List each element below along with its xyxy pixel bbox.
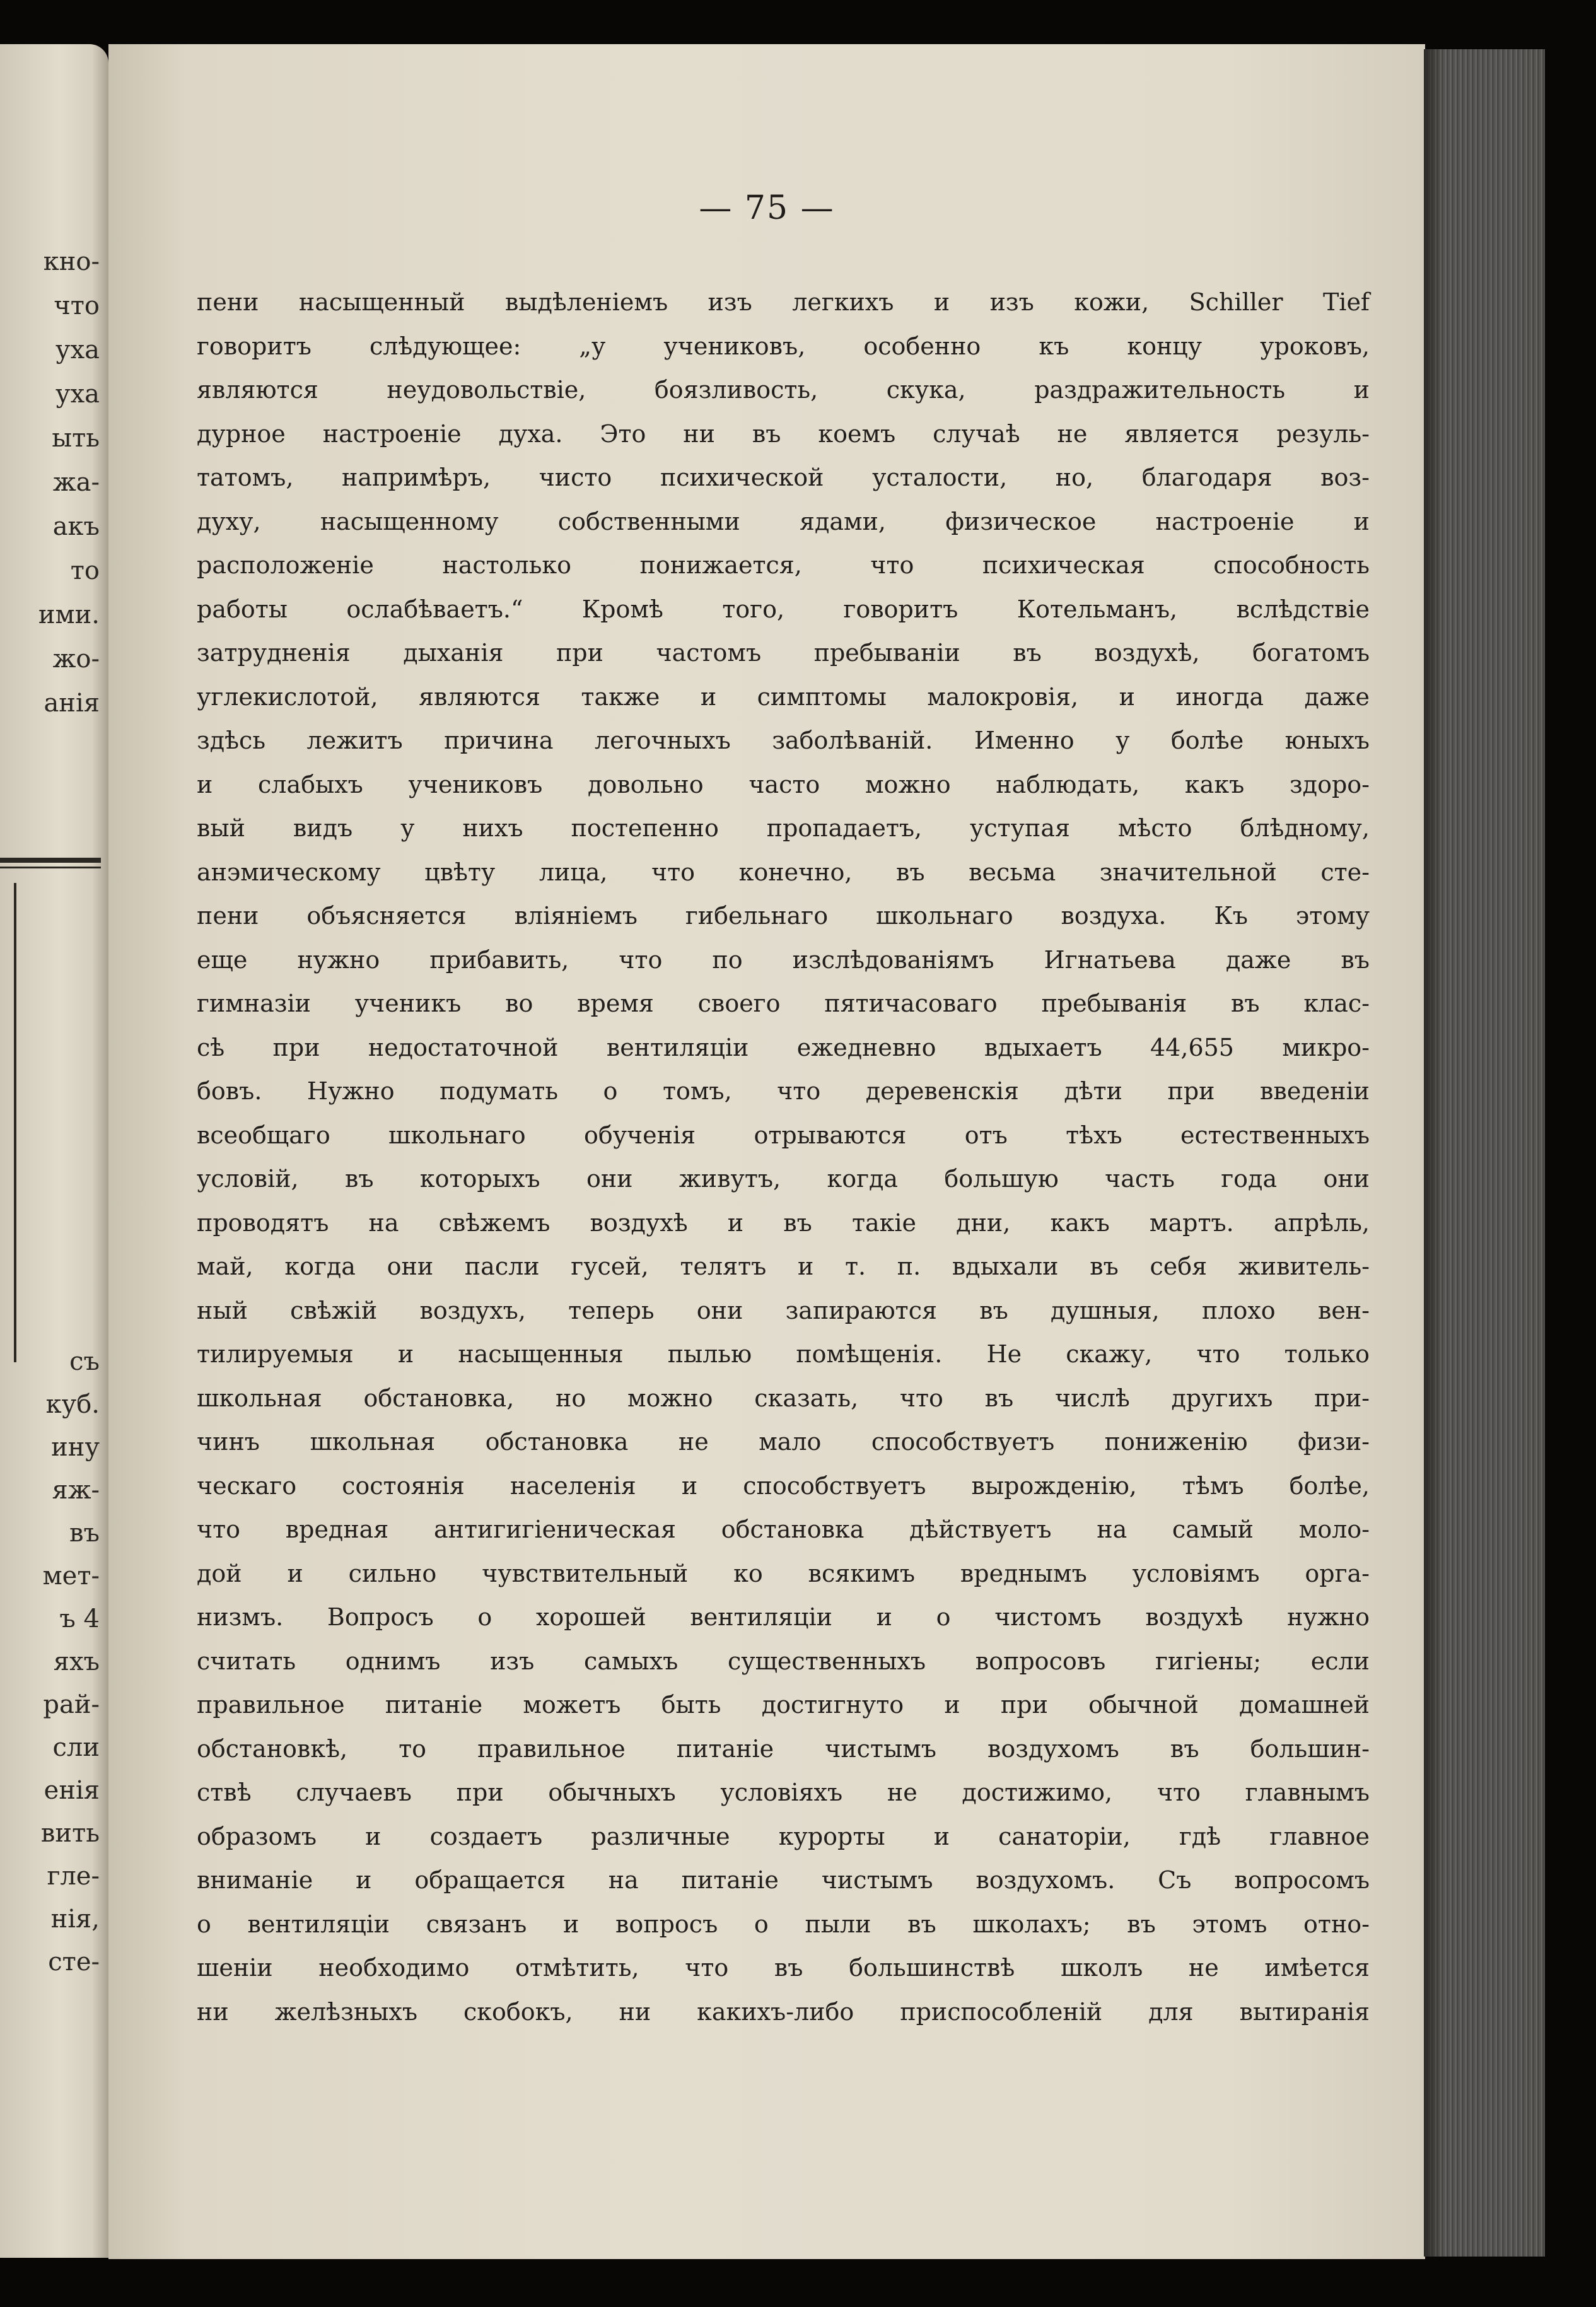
previous-page-fragment: въ [69, 1519, 100, 1548]
text-line: условій, въ которыхъ они живутъ, когда большую часть года они [197, 1165, 1370, 1193]
previous-page-fragment: что [54, 291, 100, 320]
text-line: ный свѣжій воздухъ, теперь они запираются въ душныя, плохо вен- [197, 1296, 1370, 1324]
previous-page-fragment: сли [52, 1733, 100, 1762]
text-line: здѣсь лежитъ причина легочныхъ заболѣваній. Именно у болѣе юныхъ [197, 727, 1370, 754]
text-line: углекислотой, являются также и симптомы малокровія, и иногда даже [197, 682, 1370, 711]
previous-page-fragment: нія, [50, 1905, 100, 1934]
text-line: май, когда они пасли гусей, телятъ и т. п. вдыхали въ себя живитель- [197, 1253, 1370, 1280]
text-line: гимназіи ученикъ во время своего пятичасоваго пребыванія въ клас- [197, 990, 1370, 1017]
previous-page-edge [0, 44, 108, 2258]
previous-page-fragment: уха [55, 336, 100, 365]
page [108, 44, 1425, 2259]
text-line: татомъ, напримѣръ, чисто психической усталости, но, благодаря воз- [197, 464, 1370, 491]
text-line: считать однимъ изъ самыхъ существенныхъ вопросовъ гигіены; если [197, 1647, 1370, 1675]
text-line: пени насыщенный выдѣленіемъ изъ легкихъ и изъ кожи, Schiller Tief [197, 288, 1370, 316]
previous-page-fragment: ъ 4 [59, 1604, 100, 1633]
previous-page-fragment: яхъ [53, 1647, 100, 1676]
previous-page-fragment: жа- [52, 468, 100, 497]
text-line: бовъ. Нужно подумать о томъ, что деревенскія дѣти при введеніи [197, 1077, 1370, 1105]
text-line: говоритъ слѣдующее: „у учениковъ, особенно къ концу уроковъ, [197, 332, 1370, 360]
previous-page-fragment: сте- [48, 1948, 100, 1977]
previous-page-rule [0, 858, 101, 863]
previous-page-fragment: съ [69, 1347, 100, 1376]
previous-page-fragment: куб. [45, 1390, 100, 1419]
text-line: обстановкѣ, то правильное питаніе чистымъ воздухомъ въ большин- [197, 1734, 1370, 1763]
text-line: ствѣ случаевъ при обычныхъ условіяхъ не достижимо, что главнымъ [197, 1778, 1370, 1806]
text-line: пени объясняется вліяніемъ гибельнаго школьнаго воздуха. Къ этому [197, 902, 1370, 930]
book-fore-edge-shadow [1424, 49, 1443, 2257]
previous-page-fragment: мет- [42, 1562, 100, 1591]
text-line: ческаго состоянія населенія и способствуетъ вырожденію, тѣмъ болѣе, [197, 1471, 1370, 1500]
text-line: проводятъ на свѣжемъ воздухѣ и въ такіе дни, какъ мартъ. апрѣль, [197, 1208, 1370, 1237]
text-line: расположеніе настолько понижается, что психическая способность [197, 551, 1370, 579]
text-line: всеобщаго школьнаго обученія отрываются отъ тѣхъ естественныхъ [197, 1121, 1370, 1149]
previous-page-rule-thin [0, 867, 101, 868]
text-line: о вентиляціи связанъ и вопросъ о пыли въ школахъ; въ этомъ отно- [197, 1910, 1370, 1938]
text-line: школьная обстановка, но можно сказать, что въ числѣ другихъ при- [197, 1384, 1370, 1412]
previous-page-fragment: вить [40, 1819, 100, 1848]
text-line: дурное настроеніе духа. Это ни въ коемъ случаѣ не является резуль- [197, 419, 1370, 448]
text-line: сѣ при недостаточной вентиляціи ежедневно вдыхаетъ 44,655 микро- [197, 1033, 1370, 1061]
page-body-text [197, 281, 1370, 2034]
previous-page-fragment: жо- [52, 645, 100, 674]
text-line: анэмическому цвѣту лица, что конечно, въ весьма значительной сте- [197, 858, 1370, 886]
previous-page-fragment: рай- [43, 1690, 100, 1719]
text-line: тилируемыя и насыщенныя пылью помѣщенія. Не скажу, что только [197, 1340, 1370, 1368]
text-line: чинъ школьная обстановка не мало способствуетъ пониженію физи- [197, 1428, 1370, 1456]
text-line: шеніи необходимо отмѣтить, что въ большинствѣ школъ не имѣется [197, 1954, 1370, 1982]
previous-page-fragment: уха [55, 380, 100, 409]
previous-page-fragment: яж- [52, 1476, 100, 1505]
text-line: еще нужно прибавить, что по изслѣдованіямъ Игнатьева даже въ [197, 945, 1370, 974]
text-line: ни желѣзныхъ скобокъ, ни какихъ-либо приспособленій для вытиранія [197, 1997, 1370, 2026]
text-line: образомъ и создаетъ различные курорты и санаторіи, гдѣ главное [197, 1822, 1370, 1850]
previous-page-fragment: анія [44, 689, 100, 718]
text-line: правильное питаніе можетъ быть достигнуто и при обычной домашней [197, 1691, 1370, 1719]
previous-page-fragment: гле- [47, 1862, 100, 1891]
previous-page-fragment: енія [44, 1776, 100, 1805]
text-line: работы ослабѣваетъ.“ Кромѣ того, говоритъ Котельманъ, вслѣдствіе [197, 595, 1370, 623]
previous-page-fragment: акъ [52, 512, 100, 541]
text-line: духу, насыщенному собственными ядами, физическое настроеніе и [197, 507, 1370, 535]
previous-page-fragment: ыть [52, 424, 100, 453]
text-line: низмъ. Вопросъ о хорошей вентиляціи и о чистомъ воздухѣ нужно [197, 1603, 1370, 1631]
text-line: вый видъ у нихъ постепенно пропадаетъ, уступая мѣсто блѣдному, [197, 814, 1370, 842]
page-number: — 75 — [699, 189, 835, 227]
previous-page-table-line [14, 883, 16, 1362]
previous-page-fragment: ими. [38, 600, 100, 629]
text-line: дой и сильно чувствительный ко всякимъ вреднымъ условіямъ орга- [197, 1559, 1370, 1587]
text-line: что вредная антигигіеническая обстановка дѣйствуетъ на самый моло- [197, 1516, 1370, 1543]
text-line: являются неудовольствіе, боязливость, скука, раздражительность и [197, 376, 1370, 404]
text-line: затрудненія дыханія при частомъ пребываніи въ воздухѣ, богатомъ [197, 639, 1370, 667]
text-line: и слабыхъ учениковъ довольно часто можно наблюдать, какъ здоро- [197, 770, 1370, 798]
previous-page-fragment: кно- [43, 247, 100, 276]
text-line: вниманіе и обращается на питаніе чистымъ воздухомъ. Съ вопросомъ [197, 1866, 1370, 1894]
previous-page-fragment: то [70, 556, 100, 585]
previous-page-fragment: ину [51, 1433, 100, 1462]
